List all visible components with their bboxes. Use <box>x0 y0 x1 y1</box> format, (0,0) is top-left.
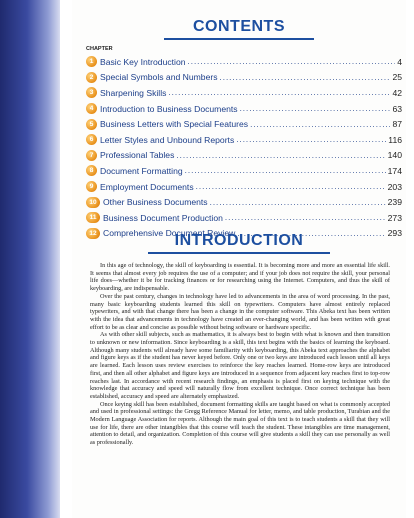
blue-sidebar <box>0 0 60 518</box>
chapter-label: CHAPTER <box>86 46 113 52</box>
chapter-number-badge: 10 <box>86 197 100 208</box>
toc-row <box>86 132 402 148</box>
paragraph: Once keying skill has been established, document formatting skills are taught based on what is commonly accepted and used in professional settings: the Gregg Reference Manual for letter, memo, and table production, Turabian and the Modern Language Association for reports. Although the main goal of this text is to teach students a skill that they will use for life, there are other intangibles that this course will teach the student. These intangibles are time management, attention to detail, and organization. Completion of this course will give students a skill they can use personally as well as professionally. <box>90 400 390 447</box>
chapter-number-badge: 2 <box>86 72 97 83</box>
toc-row <box>86 101 402 117</box>
dot-leader <box>188 57 396 66</box>
dot-leader <box>220 73 391 82</box>
toc-row <box>86 54 402 70</box>
page-number: 140 <box>387 150 402 161</box>
chapter-title: Letter Styles and Unbound Reports <box>100 134 235 145</box>
heading-rule <box>148 252 330 254</box>
page-number: 63 <box>392 103 402 114</box>
page-number: 87 <box>392 119 402 130</box>
contents-heading: CONTENTS <box>193 18 285 35</box>
page-number: 293 <box>387 228 402 239</box>
toc-row <box>86 148 402 164</box>
dot-leader <box>168 88 390 97</box>
chapter-title: Business Letters with Special Features <box>100 119 249 130</box>
chapter-number-badge: 7 <box>86 150 97 161</box>
chapter-number-badge: 12 <box>86 228 100 239</box>
chapter-number-badge: 5 <box>86 119 97 130</box>
chapter-title: Special Symbols and Numbers <box>100 72 218 83</box>
toc-row <box>86 116 402 132</box>
toc-row <box>86 70 402 86</box>
chapter-number-badge: 8 <box>86 165 97 176</box>
heading-rule <box>164 38 314 40</box>
page <box>72 0 406 518</box>
introduction-body <box>90 262 390 447</box>
page-number: 116 <box>388 134 402 145</box>
dot-leader <box>236 135 386 144</box>
page-number: 203 <box>387 181 402 192</box>
table-of-contents <box>86 54 402 241</box>
chapter-title: Document Formatting <box>100 165 183 176</box>
chapter-number-badge: 1 <box>86 56 97 67</box>
dot-leader <box>185 166 386 175</box>
dot-leader <box>176 151 385 160</box>
dot-leader <box>225 213 386 222</box>
chapter-title: Basic Key Introduction <box>100 56 186 67</box>
chapter-number-badge: 4 <box>86 103 97 114</box>
chapter-title: Sharpening Skills <box>100 87 167 98</box>
chapter-title: Comprehensive Document Review <box>103 228 236 239</box>
dot-leader <box>240 104 391 113</box>
page-number: 239 <box>387 197 402 208</box>
paragraph: Over the past century, changes in technology have led to advancements in the area of word processing. In the past, many basic keyboarding students learned this skill on typewriters. Computers have almost entirely replaced typewriters, and with that change there has been a change in the computer software. This Abeka text has been written with the idea that advancements in technology have created an ever-changing world, and has been written with great effort to be as clear and concise as possible without being software or hardware specific. <box>90 292 390 331</box>
chapter-number-badge: 11 <box>86 212 100 223</box>
page-number: 42 <box>392 87 402 98</box>
toc-row <box>86 163 402 179</box>
page-number: 4 <box>397 56 402 67</box>
paragraph: As with other skill subjects, such as mathematics, it is always best to begin with what is known and then transition to unknown or new information. Since keyboarding is a skill, this text begins with the basics of learning the keyboard. Although many students will already have some familiarity with keyboarding, this Abeka text approaches the alphabet and figure keys as if the student has never keyed before. Only one or two keys are introduced each lesson until all keys are learned. Each lesson uses review exercises to reinforce the key reaches learned. Home-row keys are introduced first, and then all other alphabet and figure keys are introduced in a sequence from adjacent key reaches first to top-row reaches last. In accordance with recent research findings, an emphasis is placed first on keying technique with the knowledge that accuracy and speed will naturally flow from excellent technique. Once correct technique has been established, accuracy and speed are alternately emphasized. <box>90 331 390 400</box>
chapter-number-badge: 9 <box>86 181 97 192</box>
introduction-heading: INTRODUCTION <box>174 232 304 249</box>
chapter-number-badge: 6 <box>86 134 97 145</box>
toc-row <box>86 179 402 195</box>
chapter-title: Business Document Production <box>103 212 223 223</box>
dot-leader <box>250 120 390 129</box>
chapter-title: Other Business Documents <box>103 197 208 208</box>
chapter-number-badge: 3 <box>86 87 97 98</box>
toc-row <box>86 85 402 101</box>
toc-row <box>86 194 402 210</box>
toc-row <box>86 210 402 226</box>
page-number: 174 <box>387 165 402 176</box>
dot-leader <box>210 198 386 207</box>
chapter-title: Employment Documents <box>100 181 194 192</box>
page-number: 25 <box>392 72 402 83</box>
dot-leader <box>196 182 386 191</box>
page-number: 273 <box>387 212 402 223</box>
paragraph: In this age of technology, the skill of keyboarding is essential. It is becoming more and more an essential life skill. It seems that almost every job requires the use of a computer; and if your job does not require the skill, your personal life does—whether it be for tracking finances or for researching using the Internet. Computers, and thus the skill of keyboarding, are indispensable. <box>90 262 390 293</box>
chapter-title: Professional Tables <box>100 150 175 161</box>
chapter-title: Introduction to Business Documents <box>100 103 238 114</box>
